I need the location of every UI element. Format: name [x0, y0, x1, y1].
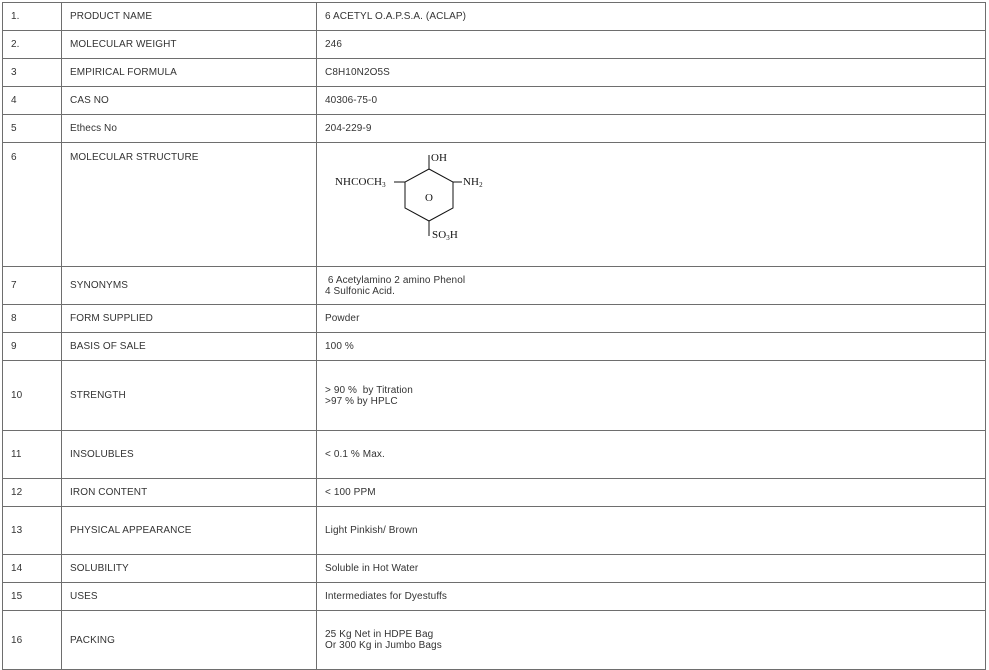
property-label: FORM SUPPLIED — [62, 305, 317, 333]
property-label: Ethecs No — [62, 115, 317, 143]
property-value: C8H10N2O5S — [317, 59, 986, 87]
property-label: SYNONYMS — [62, 267, 317, 305]
row-number: 14 — [3, 555, 62, 583]
spec-row-form-supplied — [3, 305, 986, 333]
property-label: STRENGTH — [62, 361, 317, 431]
property-value: 204-229-9 — [317, 115, 986, 143]
ring-center-label: O — [425, 192, 434, 204]
value-line: 4 Sulfonic Acid. — [325, 285, 395, 297]
row-number: 13 — [3, 507, 62, 555]
spec-row-molecular-structure — [3, 143, 986, 267]
property-label: EMPIRICAL FORMULA — [62, 59, 317, 87]
spec-row-solubility — [3, 555, 986, 583]
row-number: 2. — [3, 31, 62, 59]
product-spec-table — [2, 2, 986, 670]
row-number: 3 — [3, 59, 62, 87]
molecular-structure-diagram — [325, 150, 525, 250]
oh-label: OH — [431, 152, 448, 164]
property-value: Light Pinkish/ Brown — [317, 507, 986, 555]
property-label: PHYSICAL APPEARANCE — [62, 507, 317, 555]
row-number: 15 — [3, 583, 62, 611]
property-label: BASIS OF SALE — [62, 333, 317, 361]
spec-row-physical-appearance — [3, 507, 986, 555]
property-label: MOLECULAR WEIGHT — [62, 31, 317, 59]
spec-row-insolubles — [3, 431, 986, 479]
property-value: Intermediates for Dyestuffs — [317, 583, 986, 611]
spec-row-cas-no — [3, 87, 986, 115]
property-value: 40306-75-0 — [317, 87, 986, 115]
spec-row-strength — [3, 361, 986, 431]
property-label: CAS NO — [62, 87, 317, 115]
property-value: 246 — [317, 31, 986, 59]
property-label: INSOLUBLES — [62, 431, 317, 479]
property-value — [317, 361, 986, 431]
property-value: Soluble in Hot Water — [317, 555, 986, 583]
molecular-structure-cell — [317, 143, 986, 267]
value-line: >97 % by HPLC — [325, 395, 398, 407]
property-label: IRON CONTENT — [62, 479, 317, 507]
spec-row-empirical-formula — [3, 59, 986, 87]
row-number: 4 — [3, 87, 62, 115]
value-line: 6 Acetylamino 2 amino Phenol — [325, 274, 466, 286]
property-label: PACKING — [62, 611, 317, 670]
property-value — [317, 611, 986, 670]
property-value: 6 ACETYL O.A.P.S.A. (ACLAP) — [317, 3, 986, 31]
row-number: 8 — [3, 305, 62, 333]
right-group-label: NH2 — [463, 176, 483, 189]
property-value: Powder — [317, 305, 986, 333]
row-number: 7 — [3, 267, 62, 305]
property-label: USES — [62, 583, 317, 611]
property-label: SOLUBILITY — [62, 555, 317, 583]
property-value: < 0.1 % Max. — [317, 431, 986, 479]
row-number: 10 — [3, 361, 62, 431]
spec-row-synonyms — [3, 267, 986, 305]
value-line: Or 300 Kg in Jumbo Bags — [325, 640, 442, 651]
spec-row-basis-of-sale — [3, 333, 986, 361]
property-value: 100 % — [317, 333, 986, 361]
left-group-label: NHCOCH3 — [335, 176, 386, 189]
value-line: > 90 % by Titration — [325, 384, 413, 396]
spec-row-packing — [3, 611, 986, 670]
bottom-group-label: SO3H — [432, 229, 458, 242]
property-label: PRODUCT NAME — [62, 3, 317, 31]
property-value — [317, 267, 986, 305]
row-number: 6 — [3, 143, 62, 267]
spec-row-iron-content — [3, 479, 986, 507]
row-number: 5 — [3, 115, 62, 143]
spec-row-molecular-weight — [3, 31, 986, 59]
property-label: MOLECULAR STRUCTURE — [62, 143, 317, 267]
row-number: 11 — [3, 431, 62, 479]
spec-row-product-name — [3, 3, 986, 31]
row-number: 9 — [3, 333, 62, 361]
spec-row-ethecs-no — [3, 115, 986, 143]
value-line: 25 Kg Net in HDPE Bag — [325, 629, 434, 640]
property-value: < 100 PPM — [317, 479, 986, 507]
row-number: 12 — [3, 479, 62, 507]
row-number: 1. — [3, 3, 62, 31]
row-number: 16 — [3, 611, 62, 670]
spec-row-uses — [3, 583, 986, 611]
